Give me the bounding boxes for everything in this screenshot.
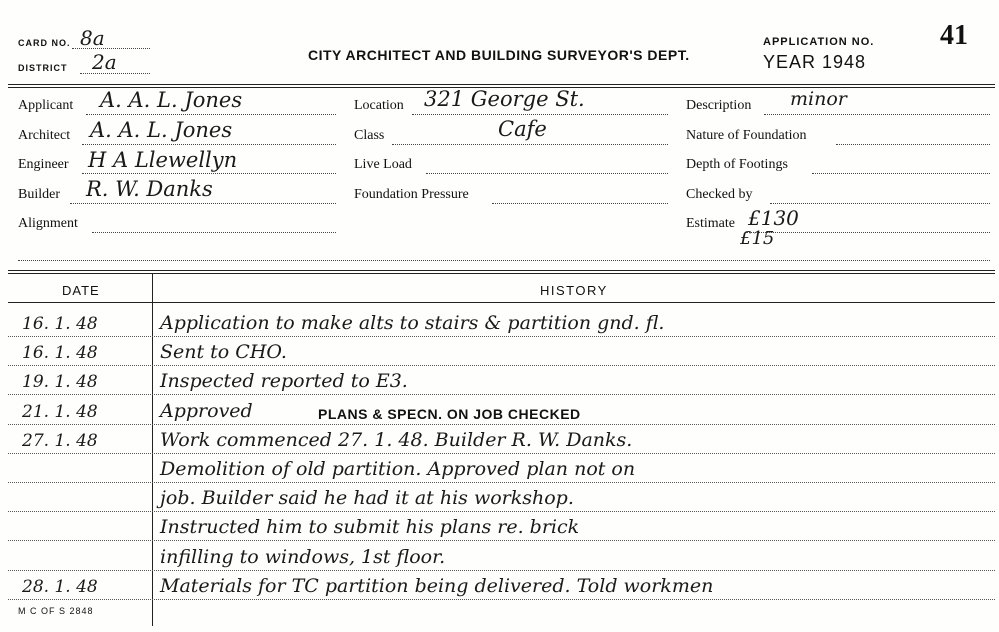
history-entry: Instructed him to submit his plans re. brick	[160, 516, 580, 539]
history-entry: Approved	[160, 399, 253, 422]
year-label: YEAR 1948	[763, 52, 867, 72]
history-row-line	[8, 365, 995, 366]
fields-bottom-line	[18, 260, 990, 261]
architect-value: A. A. L. Jones	[90, 118, 233, 142]
history-entry: Work commenced 27. 1. 48. Builder R. W. Danks.	[160, 428, 633, 451]
checked-by-label: Checked by	[686, 187, 753, 202]
location-label: Location	[354, 98, 404, 113]
engineer-line	[82, 173, 336, 174]
history-entry: Materials for TC partition being delivered. Told workmen	[160, 574, 714, 597]
estimate-value-2: £15	[740, 228, 775, 249]
history-rule-top-2	[8, 273, 995, 274]
history-row-line	[8, 336, 995, 337]
foundation-pressure-line	[492, 203, 668, 204]
builder-label: Builder	[18, 187, 60, 202]
history-row-line	[8, 599, 995, 600]
history-entry: infilling to windows, 1st floor.	[160, 545, 446, 568]
history-entry: job. Builder said he had it at his workshop.	[160, 487, 574, 510]
application-no-label: APPLICATION NO.	[763, 36, 875, 48]
depth-line	[812, 173, 990, 174]
history-date: 16. 1. 48	[22, 314, 98, 334]
class-line	[392, 144, 668, 145]
architect-label: Architect	[18, 128, 71, 143]
history-row-line	[8, 394, 995, 395]
checked-line	[770, 203, 990, 204]
engineer-label: Engineer	[18, 157, 69, 172]
history-entry: Inspected reported to E3.	[160, 370, 408, 393]
history-row-line	[8, 453, 995, 454]
history-date: 16. 1. 48	[22, 343, 98, 364]
engineer-value: H A Llewellyn	[88, 148, 238, 172]
architect-line	[82, 144, 336, 145]
class-value: Cafe	[498, 117, 547, 141]
applicant-line	[86, 114, 336, 115]
history-date: 28. 1. 48	[22, 576, 98, 597]
alignment-label: Alignment	[18, 216, 78, 231]
nature-line	[836, 144, 990, 145]
builder-line	[70, 203, 336, 204]
history-date: 19. 1. 48	[22, 372, 98, 393]
history-date: 27. 1. 48	[22, 430, 98, 451]
live-load-label: Live Load	[354, 157, 412, 172]
depth-of-footings-label: Depth of Footings	[686, 157, 788, 172]
form-code: M C OF S 2848	[18, 606, 94, 616]
history-rule-top-1	[8, 270, 995, 271]
builder-value: R. W. Danks	[86, 177, 213, 201]
class-label: Class	[354, 128, 385, 143]
card-no-line	[72, 48, 150, 49]
history-entry: Demolition of old partition. Approved plan not on	[160, 458, 636, 480]
application-no-value: 41	[940, 20, 968, 51]
history-header-rule	[8, 302, 995, 303]
history-row-line	[8, 570, 995, 571]
live-load-line	[426, 173, 668, 174]
alignment-line	[92, 232, 336, 233]
location-value: 321 George St.	[424, 87, 585, 111]
header-rule-top	[8, 84, 995, 85]
foundation-pressure-label: Foundation Pressure	[354, 187, 469, 202]
description-label: Description	[686, 98, 752, 113]
description-line	[764, 114, 990, 115]
history-row-line	[8, 482, 995, 483]
estimate-line	[746, 232, 990, 233]
card-no-label: CARD NO.	[18, 38, 71, 48]
history-entry: Application to make alts to stairs & partition gnd. fl.	[160, 312, 665, 334]
stamp-plans-checked: PLANS & SPECN. ON JOB CHECKED	[318, 405, 581, 422]
location-line	[412, 114, 668, 115]
district-line	[80, 73, 150, 74]
history-date: 21. 1. 48	[22, 401, 98, 422]
date-column-header: DATE	[62, 283, 100, 298]
history-row-line	[8, 424, 995, 425]
history-entry: Sent to CHO.	[160, 341, 287, 364]
estimate-value-1: £130	[748, 206, 799, 230]
estimate-label: Estimate	[686, 216, 735, 231]
description-value: minor	[790, 88, 847, 110]
applicant-value: A. A. L. Jones	[100, 88, 243, 112]
card-no-value: 8a	[80, 26, 105, 50]
history-column-header: HISTORY	[540, 283, 608, 298]
applicant-label: Applicant	[18, 98, 74, 113]
department-title: CITY ARCHITECT AND BUILDING SURVEYOR'S DEPT.	[308, 47, 690, 63]
district-label: DISTRICT	[18, 63, 68, 73]
date-column-divider	[152, 274, 153, 626]
district-value: 2a	[92, 50, 117, 74]
nature-of-foundation-label: Nature of Foundation	[686, 128, 807, 143]
history-row-line	[8, 511, 995, 512]
history-row-line	[8, 540, 995, 541]
